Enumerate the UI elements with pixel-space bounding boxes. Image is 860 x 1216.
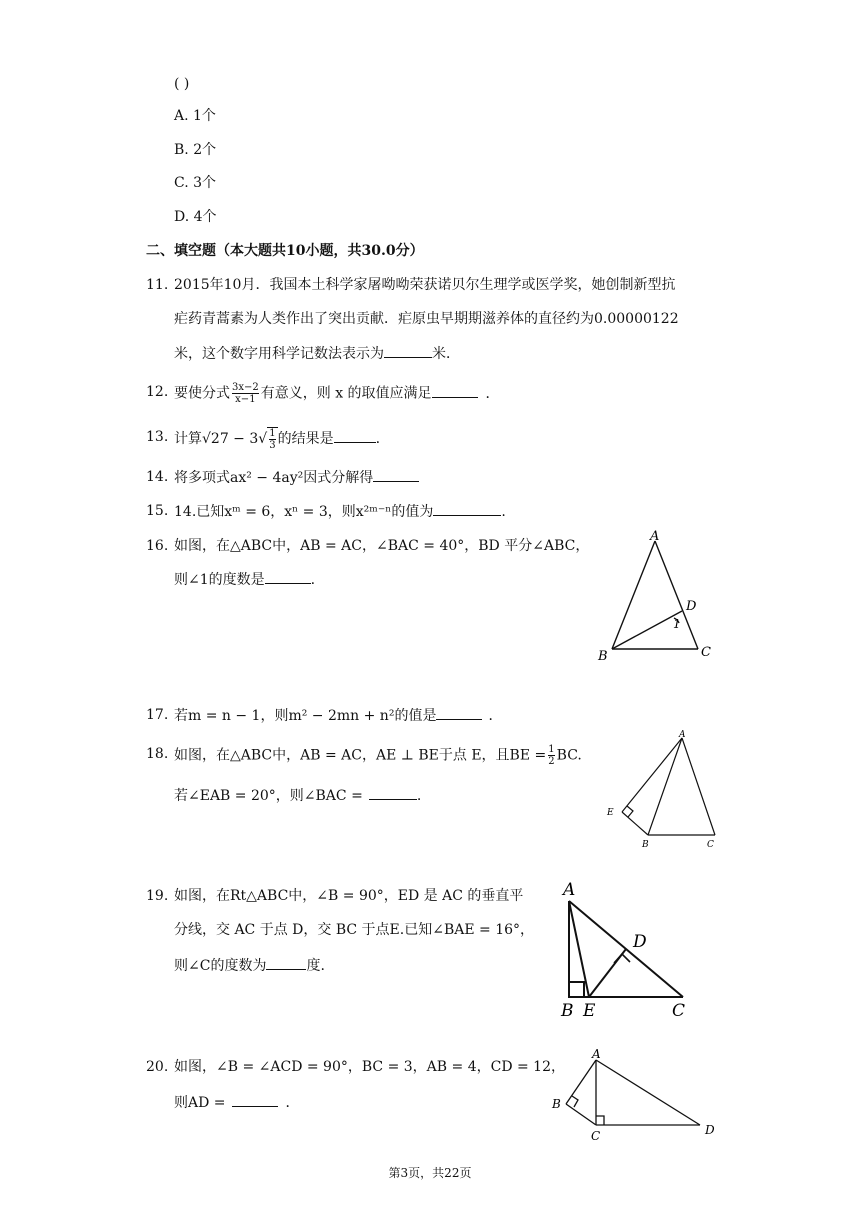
q12-text-a: 要使分式 (174, 385, 230, 402)
q20-label-b: B (552, 1097, 561, 1111)
q16-line1: 如图，在△ABC中，AB = AC，∠BAC = 40°，BD 平分∠ABC， (174, 538, 590, 554)
q18-text-c: 若∠EAB = 20°，则∠BAC = (174, 788, 363, 804)
q13-text-a: 计算√27 − 3√ (174, 431, 268, 447)
q14-answer-blank[interactable] (373, 467, 419, 482)
q19-label-d: D (633, 932, 647, 952)
q20-label-c: C (591, 1129, 601, 1143)
q16-figure (590, 525, 730, 665)
q18-text-a: 如图，在△ABC中，AB = AC，AE ⊥ BE于点 E，且BE = (174, 747, 547, 764)
answer-paren: ( ) (174, 76, 190, 92)
q16-period: . (310, 572, 316, 588)
q16-side-ab (612, 541, 655, 649)
q17-answer-blank[interactable] (436, 705, 482, 720)
q12-frac-num: 3x−2 (232, 382, 259, 393)
q18-number: 18. (146, 746, 169, 762)
q16-bisector-bd (612, 611, 682, 649)
q19-figure (555, 875, 705, 1025)
q18-frac-num: 1 (548, 744, 555, 755)
q12-period: ． (485, 385, 500, 402)
q19-label-c: C (672, 1001, 686, 1021)
q13-number: 13. (146, 429, 169, 445)
q18-label-c: C (707, 840, 714, 850)
q12-fraction (232, 382, 259, 405)
q18-label-b: B (642, 840, 649, 850)
q19-line3 (174, 955, 325, 976)
q18-label-e: E (607, 808, 614, 818)
q11-line3 (174, 343, 460, 364)
option-d: D. 4个 (174, 209, 217, 225)
q12-text-b: 有意义，则 x 的取值应满足 (260, 385, 432, 402)
q13-frac-num: 1 (269, 428, 276, 439)
q13-line (174, 427, 380, 451)
q19-unit: 度. (306, 958, 325, 974)
q17-line (174, 705, 502, 726)
q16-label-a: A (650, 529, 660, 544)
q20-side-ad (596, 1060, 700, 1125)
q20-side-bc (566, 1104, 596, 1125)
q11-answer-blank[interactable] (384, 343, 432, 358)
q16-text: 则∠1的度数是 (174, 572, 265, 588)
q16-label-1: 1 (673, 617, 681, 631)
q15-number: 15. (146, 503, 169, 519)
q18-segment-ae (622, 738, 682, 812)
q17-period: ． (488, 708, 503, 724)
q18-text-b: BC. (556, 747, 582, 764)
q18-frac-den: 2 (548, 756, 555, 767)
q12-line (174, 382, 500, 405)
q19-label-a: A (563, 880, 576, 900)
q20-number: 20. (146, 1059, 169, 1075)
q19-right-angle-b (569, 982, 584, 997)
q20-figure (548, 1043, 728, 1143)
q18-figure (600, 726, 725, 851)
q20-side-ab (566, 1060, 596, 1104)
q19-label-e: E (583, 1001, 596, 1021)
q11-line1: 2015年10月．我国本土科学家屠呦呦荣获诺贝尔生理学或医学奖，她创制新型抗 (174, 277, 676, 293)
page-footer: 第3页，共22页 (388, 1166, 472, 1180)
q20-line2 (174, 1092, 300, 1113)
q18-line2 (174, 785, 421, 806)
q20-right-angle-b (572, 1096, 578, 1107)
q18-side-ab (648, 738, 682, 835)
q20-label-d: D (705, 1123, 715, 1137)
q18-period: . (416, 788, 422, 804)
q11-number: 11. (146, 277, 169, 293)
q16-label-c: C (701, 645, 711, 660)
q19-line1: 如图，在Rt△ABC中，∠B = 90°，ED 是 AC 的垂直平 (174, 888, 524, 904)
q18-segment-eb (622, 812, 648, 835)
q20-text: 则AD = (174, 1095, 226, 1111)
q16-label-d: D (686, 599, 697, 614)
q15-line (174, 501, 506, 522)
q19-line2: 分线，交 AC 于点 D，交 BC 于点E.已知∠BAE = 16°， (174, 922, 535, 938)
option-a: A. 1个 (174, 108, 216, 124)
q18-side-ac (682, 738, 715, 835)
q20-line1: 如图，∠B = ∠ACD = 90°，BC = 3，AB = 4，CD = 12， (174, 1059, 565, 1075)
q20-right-angle-c (596, 1116, 604, 1125)
q11-line2: 疟药青蒿素为人类作出了突出贡献．疟原虫早期期滋养体的直径约为0.00000122 (174, 311, 679, 327)
q15-answer-blank[interactable] (433, 501, 501, 516)
q13-period: . (375, 431, 381, 447)
q16-label-b: B (598, 649, 608, 664)
q13-text-b: 的结果是 (277, 431, 334, 447)
q12-answer-blank[interactable] (432, 383, 478, 398)
q12-frac-den: x−1 (235, 394, 256, 405)
q18-right-angle-mark (627, 806, 633, 817)
option-c: C. 3个 (174, 175, 217, 191)
q13-frac-den: 3 (269, 440, 276, 451)
q19-answer-blank[interactable] (266, 955, 306, 970)
q14-line (174, 467, 419, 488)
q11-line3-text: 米，这个数字用科学记数法表示为 (174, 346, 384, 362)
q18-line1 (174, 744, 582, 767)
q19-text: 则∠C的度数为 (174, 958, 267, 974)
q12-number: 12. (146, 384, 169, 400)
q16-answer-blank[interactable] (265, 569, 311, 584)
q17-number: 17. (146, 707, 169, 723)
q18-answer-blank[interactable] (369, 785, 417, 800)
q15-text: 14.已知xᵐ = 6，xⁿ = 3，则x²ᵐ⁻ⁿ的值为 (174, 504, 434, 520)
q15-period: . (501, 504, 506, 520)
q16-side-ac (655, 541, 698, 649)
q19-label-b: B (561, 1001, 574, 1021)
q13-answer-blank[interactable] (334, 428, 376, 443)
q16-line2 (174, 569, 315, 590)
q20-label-a: A (592, 1047, 601, 1061)
q14-text: 将多项式ax² − 4ay²因式分解得 (174, 470, 374, 486)
q11-unit: 米． (432, 346, 460, 362)
q17-text: 若m = n − 1，则m² − 2mn + n²的值是 (174, 708, 437, 724)
q20-period: ． (285, 1095, 300, 1111)
q19-number: 19. (146, 888, 169, 904)
q16-number: 16. (146, 538, 169, 554)
q18-fraction (548, 744, 554, 767)
q18-label-a: A (679, 730, 686, 740)
q20-answer-blank[interactable] (232, 1092, 278, 1107)
q14-number: 14. (146, 469, 169, 485)
option-b: B. 2个 (174, 142, 217, 158)
q13-fraction (267, 427, 277, 451)
section-title: 二、填空题（本大题共10小题，共30.0分） (146, 243, 424, 259)
